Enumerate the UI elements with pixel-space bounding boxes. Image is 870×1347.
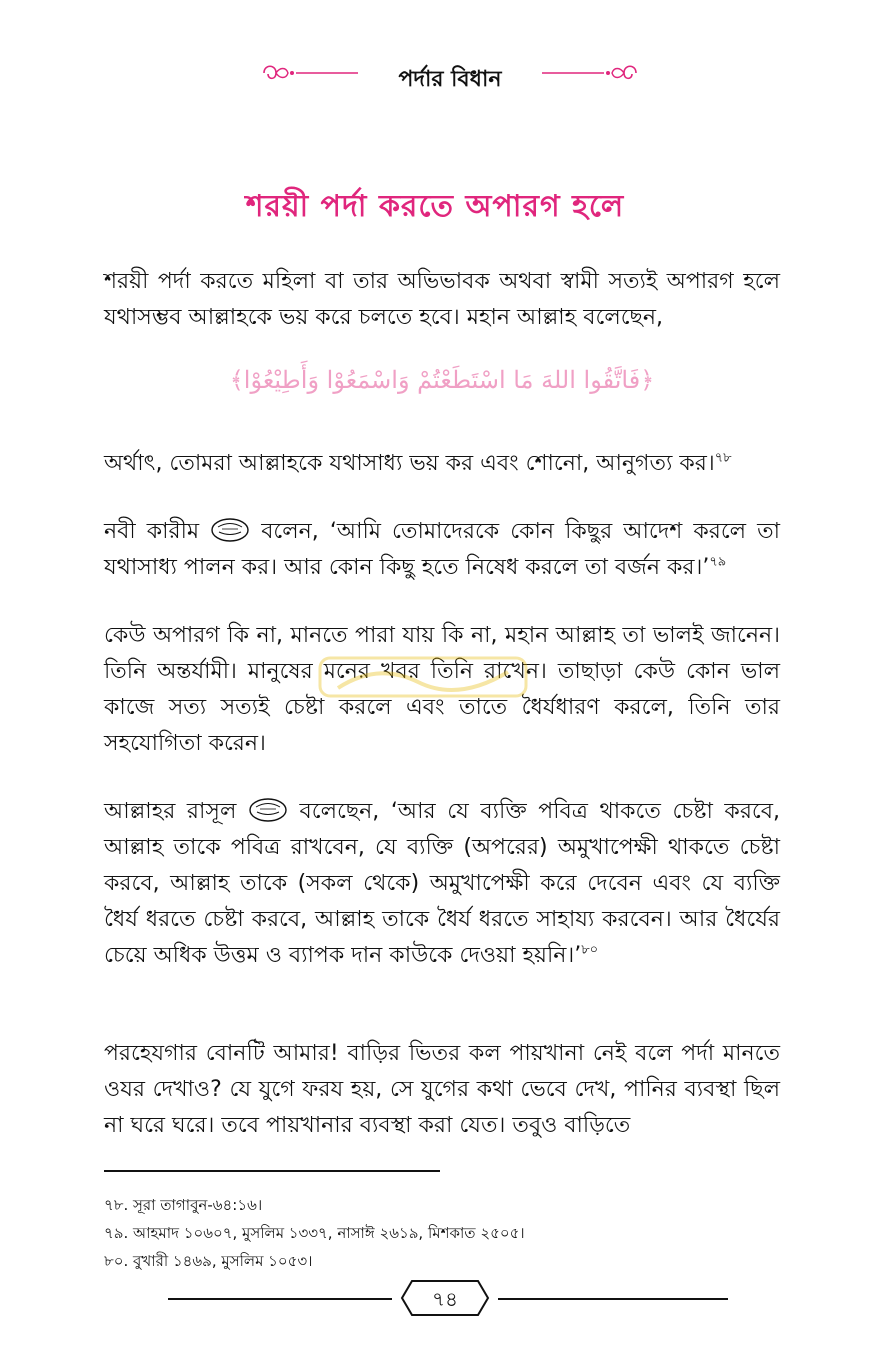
paragraph-explanation: কেউ অপারগ কি না, মানতে পারা যায় কি না, মহান আল্লাহ তা ভালই জানেন। তিনি অন্তর্যামী। মানুষের মনের খবর তিনি রাখেন। তাছাড়া কেউ কোন ভাল কাজে সত্য সত্যই চেষ্টা করলে এবং তাতে ধৈর্যধারণ করলে, তিনি তার সহযোগিতা করেন। (104, 623, 780, 756)
translation-text: অর্থাৎ, তোমরা আল্লাহকে যথাসাধ্য ভয় কর এবং শোনো, আনুগত্য কর। (104, 451, 715, 476)
paragraph-hadith-1 (104, 514, 780, 586)
hadith-2-intro: আল্লাহর রাসূল (104, 799, 237, 824)
hadith-2-text: বলেছেন, ‘আর যে ব্যক্তি পবিত্র থাকতে চেষ্টা করবে, আল্লাহ তাকে পবিত্র রাখবেন, যে ব্যক্তি (অপরের) অমুখাপেক্ষী থাকতে চেষ্টা করবে, আল্লাহ তাকে (সকল থেকে) অমুখাপেক্ষী করে দেবেন এবং যে ব্যক্তি ধৈর্য ধরতে চেষ্টা করবে, আল্লাহ তাকে ধৈর্য ধরতে সাহায্য করবেন। আর ধৈর্যের চেয়ে অধিক উত্তম ও ব্যাপক দান কাউকে দেওয়া হয়নি।’ (104, 799, 780, 968)
hadith-1-text: বলেন, ‘আমি তোমাদেরকে কোন কিছুর আদেশ করলে তা যথাসাধ্য পালন কর। আর কোন কিছু হতে নিষেধ করলে তা বর্জন কর।’ (104, 519, 780, 580)
footnote-divider (104, 1170, 440, 1172)
footer-line-right (498, 1298, 728, 1300)
paragraph-hadith-2 (104, 794, 780, 974)
salallahu-alaihi-wasallam-icon (248, 797, 288, 823)
page-number: ৭৪ (432, 1287, 458, 1311)
ornament-right-icon (540, 58, 640, 88)
footnote-ref[interactable]: ৭৮ (714, 450, 732, 466)
watermark-logo-icon (318, 652, 528, 702)
salallahu-alaihi-wasallam-icon (210, 517, 250, 543)
footnote-80: ৮০. বুখারী ১৪৬৯, মুসলিম ১০৫৩। (104, 1252, 313, 1270)
paragraph-translation (104, 446, 780, 482)
paragraph-intro: শরয়ী পর্দা করতে মহিলা বা তার অভিভাবক অথবা স্বামী সত্যই অপারগ হলে যথাসম্ভব আল্লাহকে ভয় করে চলতে হবে। মহান আল্লাহ বলেছেন, (104, 269, 780, 330)
section-title: শরয়ী পর্দা করতে অপারগ হলে (245, 189, 625, 224)
arabic-verse: ﴿فَاتَّقُوا اللهَ مَا اسْتَطَعْتُمْ وَاسْمَعُوْا وَأَطِيْعُوْا﴾ (229, 366, 655, 394)
running-header (270, 52, 630, 96)
page-footer (160, 1278, 730, 1318)
footnote-79: ৭৯. আহমাদ ১০৬০৭, মুসলিম ১৩৩৭, নাসাঈ ২৬১৯, মিশকাত ২৫০৫। (104, 1224, 525, 1242)
footnote-ref[interactable]: ৮০ (581, 942, 599, 958)
hadith-1-intro: নবী কারীম (104, 519, 200, 544)
paragraph-advice: পরহেযগার বোনটি আমার! বাড়ির ভিতর কল পায়খানা নেই বলে পর্দা মানতে ওযর দেখাও? যে যুগে ফরয হয়, সে যুগের কথা ভেবে দেখ, পানির ব্যবস্থা ছিল না ঘরে ঘরে। তবে পায়খানার ব্যবস্থা করা যেত। তবুও বাড়িতে (104, 1041, 780, 1138)
header-title: পর্দার বিধান (398, 67, 502, 92)
footnote-78: ৭৮. সূরা তাগাবুন-৬৪:১৬। (104, 1196, 263, 1214)
footnote-ref[interactable]: ৭৯ (709, 554, 727, 570)
